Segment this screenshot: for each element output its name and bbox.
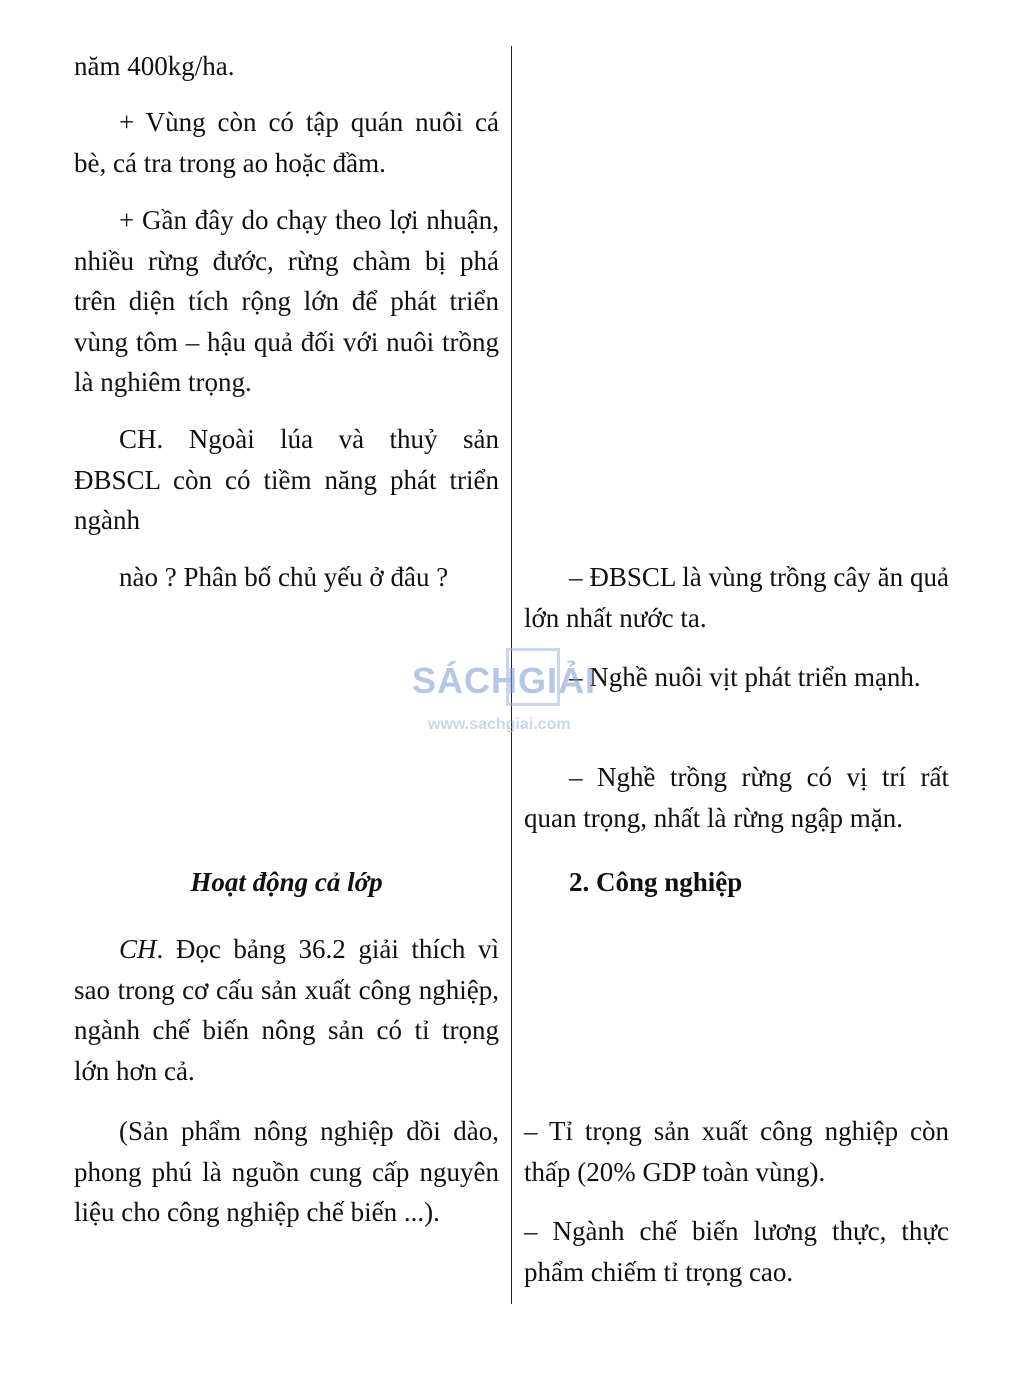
question-prefix: CH xyxy=(119,934,157,964)
right-point-2: – Nghề nuôi vịt phát triển mạnh. xyxy=(569,662,921,692)
left-question-1-cont: nào ? Phân bố chủ yếu ở đâu ? xyxy=(119,562,449,592)
question-text: . Đọc bảng 36.2 giải thích vì sao trong cơ cấu sản xuất công nghiệp, ngành chế biến nông sản có tỉ trọng lớn hơn cả. xyxy=(74,934,499,1086)
watermark-url: www.sachgiai.com xyxy=(428,716,571,733)
watermark-logo xyxy=(408,640,618,740)
left-answer-2: (Sản phẩm nông nghiệp dồi dào, phong phú là nguồn cung cấp nguyên liệu cho công nghiệp chế biến ...). xyxy=(74,1116,499,1227)
watermark-title: SÁCHGIẢI xyxy=(412,660,597,701)
right-point-4: – Tỉ trọng sản xuất công nghiệp còn thấp (20% GDP toàn vùng). xyxy=(524,1116,949,1187)
section-heading-industry: 2. Công nghiệp xyxy=(569,867,743,897)
right-point-5: – Ngành chế biến lương thực, thực phẩm chiếm tỉ trọng cao. xyxy=(524,1216,949,1287)
right-point-3: – Nghề trồng rừng có vị trí rất quan trọng, nhất là rừng ngập mặn. xyxy=(524,762,949,833)
left-question-1: CH. Ngoài lúa và thuỷ sản ĐBSCL còn có tiềm năng phát triển ngành xyxy=(74,424,499,535)
right-point-1: – ĐBSCL là vùng trồng cây ăn quả lớn nhất nước ta. xyxy=(524,562,949,633)
left-paragraph-2: + Vùng còn có tập quán nuôi cá bè, cá tra trong ao hoặc đầm. xyxy=(74,107,499,178)
activity-heading: Hoạt động cả lớp xyxy=(190,867,383,897)
left-question-2 xyxy=(74,929,499,1091)
left-paragraph-1: năm 400kg/ha. xyxy=(74,51,235,81)
left-paragraph-3: + Gần đây do chạy theo lợi nhuận, nhiều rừng đước, rừng chàm bị phá trên diện tích rộng lớn để phát triển vùng tôm – hậu quả đối với nuôi trồng là nghiêm trọng. xyxy=(74,205,499,397)
